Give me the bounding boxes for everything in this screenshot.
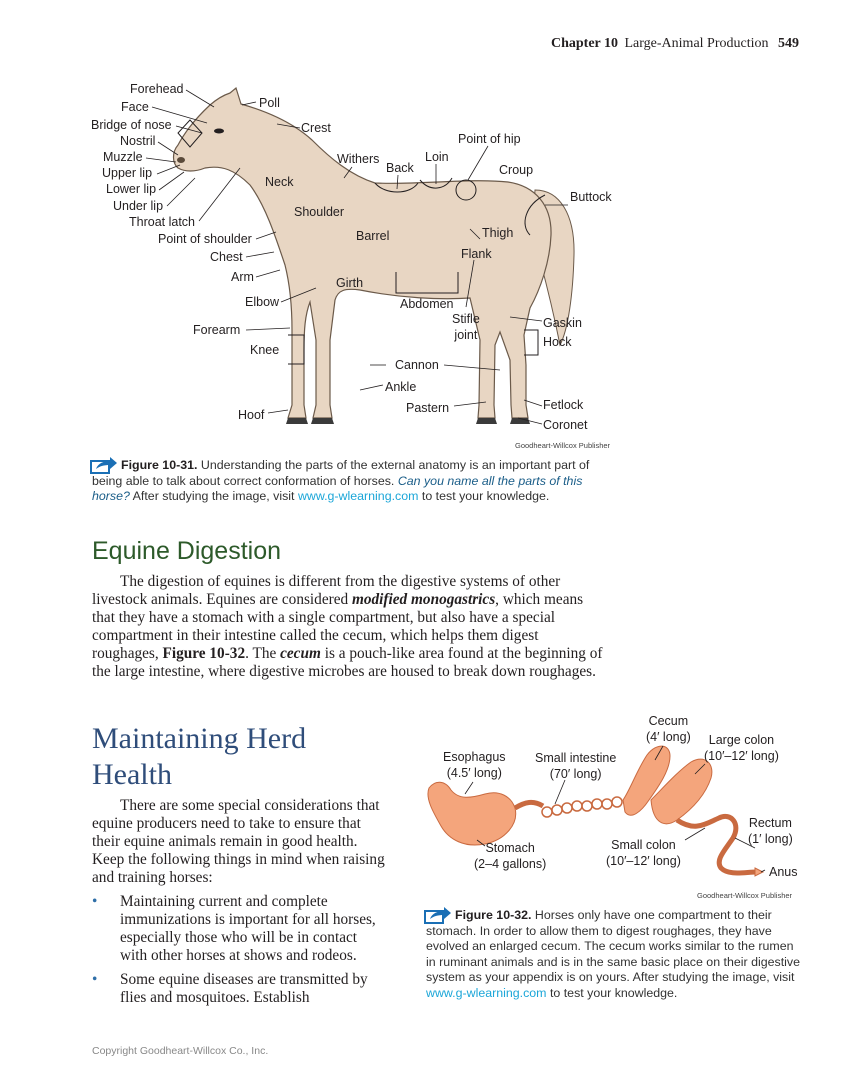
label-stomach-line2: (2–4 gallons): [474, 857, 547, 871]
stomach: [428, 782, 516, 845]
label-large-colon-line1: Large colon: [708, 733, 775, 747]
label-ankle: Ankle: [385, 380, 417, 394]
label-small-intestine-line2: (70′ long): [549, 767, 602, 781]
label-abdomen: Abdomen: [400, 297, 454, 311]
label-coronet: Coronet: [543, 418, 588, 432]
label-croup: Croup: [499, 163, 534, 177]
list-item: • Some equine diseases are transmitted by flies and mosquitoes. Establish: [92, 971, 368, 1006]
label-small-intestine: [535, 750, 616, 782]
label-anus: Anus: [769, 865, 798, 879]
label-poll: Poll: [259, 96, 280, 110]
label-withers: Withers: [337, 152, 380, 166]
caption-end: to test your knowledge.: [418, 489, 550, 504]
label-hoof: Hoof: [238, 408, 265, 422]
paragraph-herd-health: There are some special considerations that equine producers need to take to ensure that their equine animals remain in good health. Keep the following things in mind when raising and training horses:: [92, 797, 385, 886]
caption-text: Horses only have one compartment to their stomach. In order to allow them to digest roughages, they have evolved an enlarged cecum. The cecum works similar to the rumen in ruminant animals and is in the same basic place on their digestive system as your appendix is on yours. After studying the image, visit: [426, 908, 800, 985]
label-stifle-line2: joint: [454, 328, 478, 342]
caption-number: Figure 10-31.: [121, 458, 198, 472]
label-chest: Chest: [210, 250, 243, 264]
hoof-hind-left: [476, 418, 497, 424]
horse-illustration: [0, 0, 849, 460]
footer-copyright: Copyright Goodheart-Willcox Co., Inc.: [92, 1045, 269, 1057]
label-small-colon-line1: Small colon: [611, 838, 676, 852]
label-stifle-joint: [452, 311, 480, 343]
chapter-number: Chapter 10: [550, 36, 618, 51]
label-throat-latch: Throat latch: [129, 215, 196, 229]
label-rectum: [748, 815, 793, 847]
label-large-colon: [704, 732, 779, 764]
caption-end: to test your knowledge.: [546, 985, 678, 1000]
label-large-colon-line2: (10′–12′ long): [704, 749, 779, 763]
label-girth: Girth: [336, 276, 364, 290]
label-esophagus-line1: Esophagus: [443, 750, 506, 764]
term-cecum: cecum: [280, 645, 321, 662]
label-back: Back: [386, 161, 414, 175]
horse-nostril: [177, 157, 185, 163]
caption-number: Figure 10-32.: [455, 908, 532, 922]
label-stifle-line1: Stifle: [452, 312, 480, 326]
caption-question: Can you name all the parts of this horse?: [92, 473, 583, 504]
label-upper-lip: Upper lip: [102, 166, 153, 180]
hoof-front-right: [311, 418, 334, 424]
label-buttock: Buttock: [570, 190, 612, 204]
label-rectum-line2: (1′ long): [748, 832, 793, 846]
label-nostril: Nostril: [120, 134, 156, 148]
label-cannon: Cannon: [395, 358, 439, 372]
label-fetlock: Fetlock: [543, 398, 584, 412]
heading-herd-health: [92, 721, 306, 793]
figure-credit-digestive: Goodheart-Willcox Publisher: [697, 891, 793, 900]
label-point-of-shoulder: Point of shoulder: [158, 232, 252, 246]
label-point-of-hip: Point of hip: [458, 132, 521, 146]
label-flank: Flank: [461, 247, 492, 261]
figure-credit-horse: Goodheart-Willcox Publisher: [515, 441, 611, 450]
herd-health-list: [92, 893, 387, 1013]
heading-herd-health-line2: Health: [92, 758, 172, 791]
label-stomach-line1: Stomach: [485, 841, 535, 855]
label-small-colon-line2: (10′–12′ long): [606, 854, 681, 868]
caption-link[interactable]: www.g-wlearning.com: [297, 489, 419, 504]
label-esophagus: [443, 749, 506, 781]
chapter-title: Large-Animal Production: [624, 36, 769, 51]
label-cecum-line1: Cecum: [648, 714, 689, 728]
label-cecum: [646, 713, 691, 745]
hoof-front-left: [286, 418, 308, 424]
caption-link[interactable]: www.g-wlearning.com: [426, 985, 547, 1000]
heading-equine-digestion: Equine Digestion: [92, 537, 282, 565]
label-gaskin: Gaskin: [543, 316, 582, 330]
label-esophagus-line2: (4.5′ long): [446, 766, 502, 780]
label-shoulder: Shoulder: [294, 205, 345, 219]
label-crest: Crest: [301, 121, 331, 135]
label-forehead: Forehead: [130, 82, 184, 96]
label-stomach: [474, 840, 546, 872]
label-forearm: Forearm: [193, 323, 241, 337]
digestion-text-4: is a pouch-like area found at the beginning of the large intestine, where digestive microbes are housed to break down roughages.: [92, 645, 603, 680]
small-colon: [677, 816, 757, 873]
caption-text: Understanding the parts of the external anatomy is an important part of being able to talk about correct conformation of horses.: [92, 458, 590, 488]
figure-caption-10-31: [92, 458, 612, 505]
label-hock: Hock: [543, 335, 572, 349]
heading-herd-health-line1: Maintaining Herd: [92, 722, 307, 755]
digestion-text-1: The digestion of equines is different from the digestive systems of other livestock animals. Equines are considered: [92, 573, 561, 608]
horse-eye: [214, 129, 224, 134]
label-cecum-line2: (4′ long): [646, 730, 691, 744]
label-rectum-line1: Rectum: [748, 816, 792, 830]
label-face: Face: [121, 100, 149, 114]
digestion-text-3: . The: [245, 645, 281, 662]
figure-reference: Figure 10-32: [162, 645, 246, 662]
paragraph-equine-digestion: [92, 573, 607, 681]
label-muzzle: Muzzle: [103, 150, 143, 164]
label-small-intestine-line1: Small intestine: [535, 751, 617, 765]
label-lower-lip: Lower lip: [106, 182, 157, 196]
label-under-lip: Under lip: [113, 199, 164, 213]
label-thigh: Thigh: [482, 226, 514, 240]
label-bridge-of-nose: Bridge of nose: [91, 118, 172, 132]
caption-after: After studying the image, visit: [129, 489, 298, 504]
label-neck: Neck: [265, 175, 294, 189]
page-number: 549: [778, 36, 799, 51]
bullet-text: Maintaining current and complete immunizations is important for all horses, especially those who will be in contact with other horses at shows and rodeos.: [120, 893, 376, 964]
figure-caption-10-32: [426, 908, 801, 1002]
list-item: • Maintaining current and complete immunizations is important for all horses, especially those who will be in contact with other horses at shows and rodeos.: [92, 893, 376, 964]
label-knee: Knee: [250, 343, 280, 357]
term-modified-monogastrics: modified monogastrics: [351, 591, 496, 608]
label-elbow: Elbow: [245, 295, 280, 309]
label-pastern: Pastern: [406, 401, 450, 415]
digestion-text-2: , which means that they have a stomach with a single compartment, but also have a special compartment in their intestine called the cecum, which helps them digest roughages,: [92, 591, 584, 662]
label-small-colon: [606, 837, 681, 869]
label-barrel: Barrel: [356, 229, 390, 243]
label-arm: Arm: [231, 270, 254, 284]
label-loin: Loin: [425, 150, 449, 164]
bullet-text: Some equine diseases are transmitted by flies and mosquitoes. Establish: [120, 971, 368, 1006]
